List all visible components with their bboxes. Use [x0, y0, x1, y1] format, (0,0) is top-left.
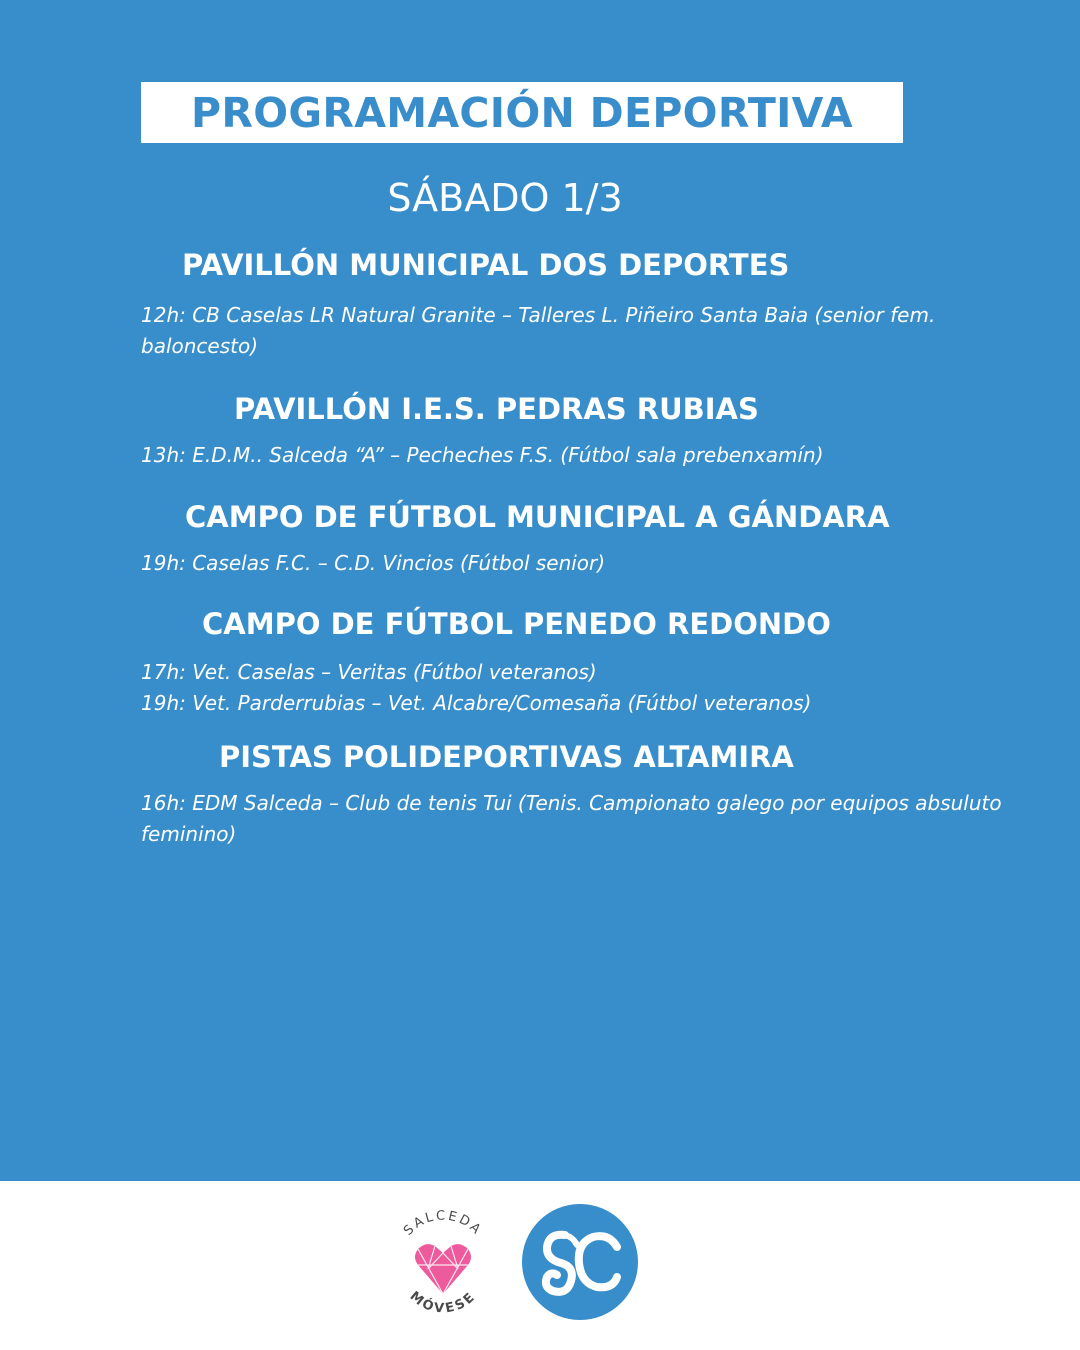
page-title: PROGRAMACIÓN DEPORTIVA	[191, 88, 853, 137]
logo-top-text: SALCEDA	[400, 1208, 486, 1239]
event-line: 16h: EDM Salceda – Club de tenis Tui (Tenis. Campionato galego por equipos absuluto feminino)	[141, 791, 1002, 846]
salceda-movese-logo	[388, 1199, 498, 1319]
event-date: SÁBADO 1/3	[387, 176, 623, 220]
event-line: 19h: Vet. Parderrubias – Vet. Alcabre/Comesaña (Fútbol veteranos)	[141, 691, 812, 715]
sc-monogram-icon	[521, 1203, 639, 1321]
title-box	[141, 82, 903, 143]
venue-heading: CAMPO DE FÚTBOL PENEDO REDONDO	[202, 607, 831, 641]
venue-heading: PISTAS POLIDEPORTIVAS ALTAMIRA	[219, 740, 794, 774]
event-line: 12h: CB Caselas LR Natural Granite – Talleres L. Piñeiro Santa Baia (senior fem. baloncesto)	[141, 303, 936, 358]
event-line: 17h: Vet. Caselas – Veritas (Fútbol veteranos)	[141, 660, 597, 684]
heart-icon	[415, 1244, 471, 1294]
event-line: 13h: E.D.M.. Salceda “A” – Pecheches F.S. (Fútbol sala prebenxamín)	[141, 443, 824, 467]
venue-heading: PAVILLÓN MUNICIPAL DOS DEPORTES	[182, 248, 790, 282]
venue-heading: CAMPO DE FÚTBOL MUNICIPAL A GÁNDARA	[185, 500, 890, 534]
footer	[0, 1181, 1080, 1350]
venue-heading: PAVILLÓN I.E.S. PEDRAS RUBIAS	[234, 392, 759, 426]
event-line: 19h: Caselas F.C. – C.D. Vincios (Fútbol senior)	[141, 551, 606, 575]
svg-text:SALCEDA	[401, 1209, 485, 1239]
logo-bottom-text: MÓVESE	[406, 1288, 480, 1317]
